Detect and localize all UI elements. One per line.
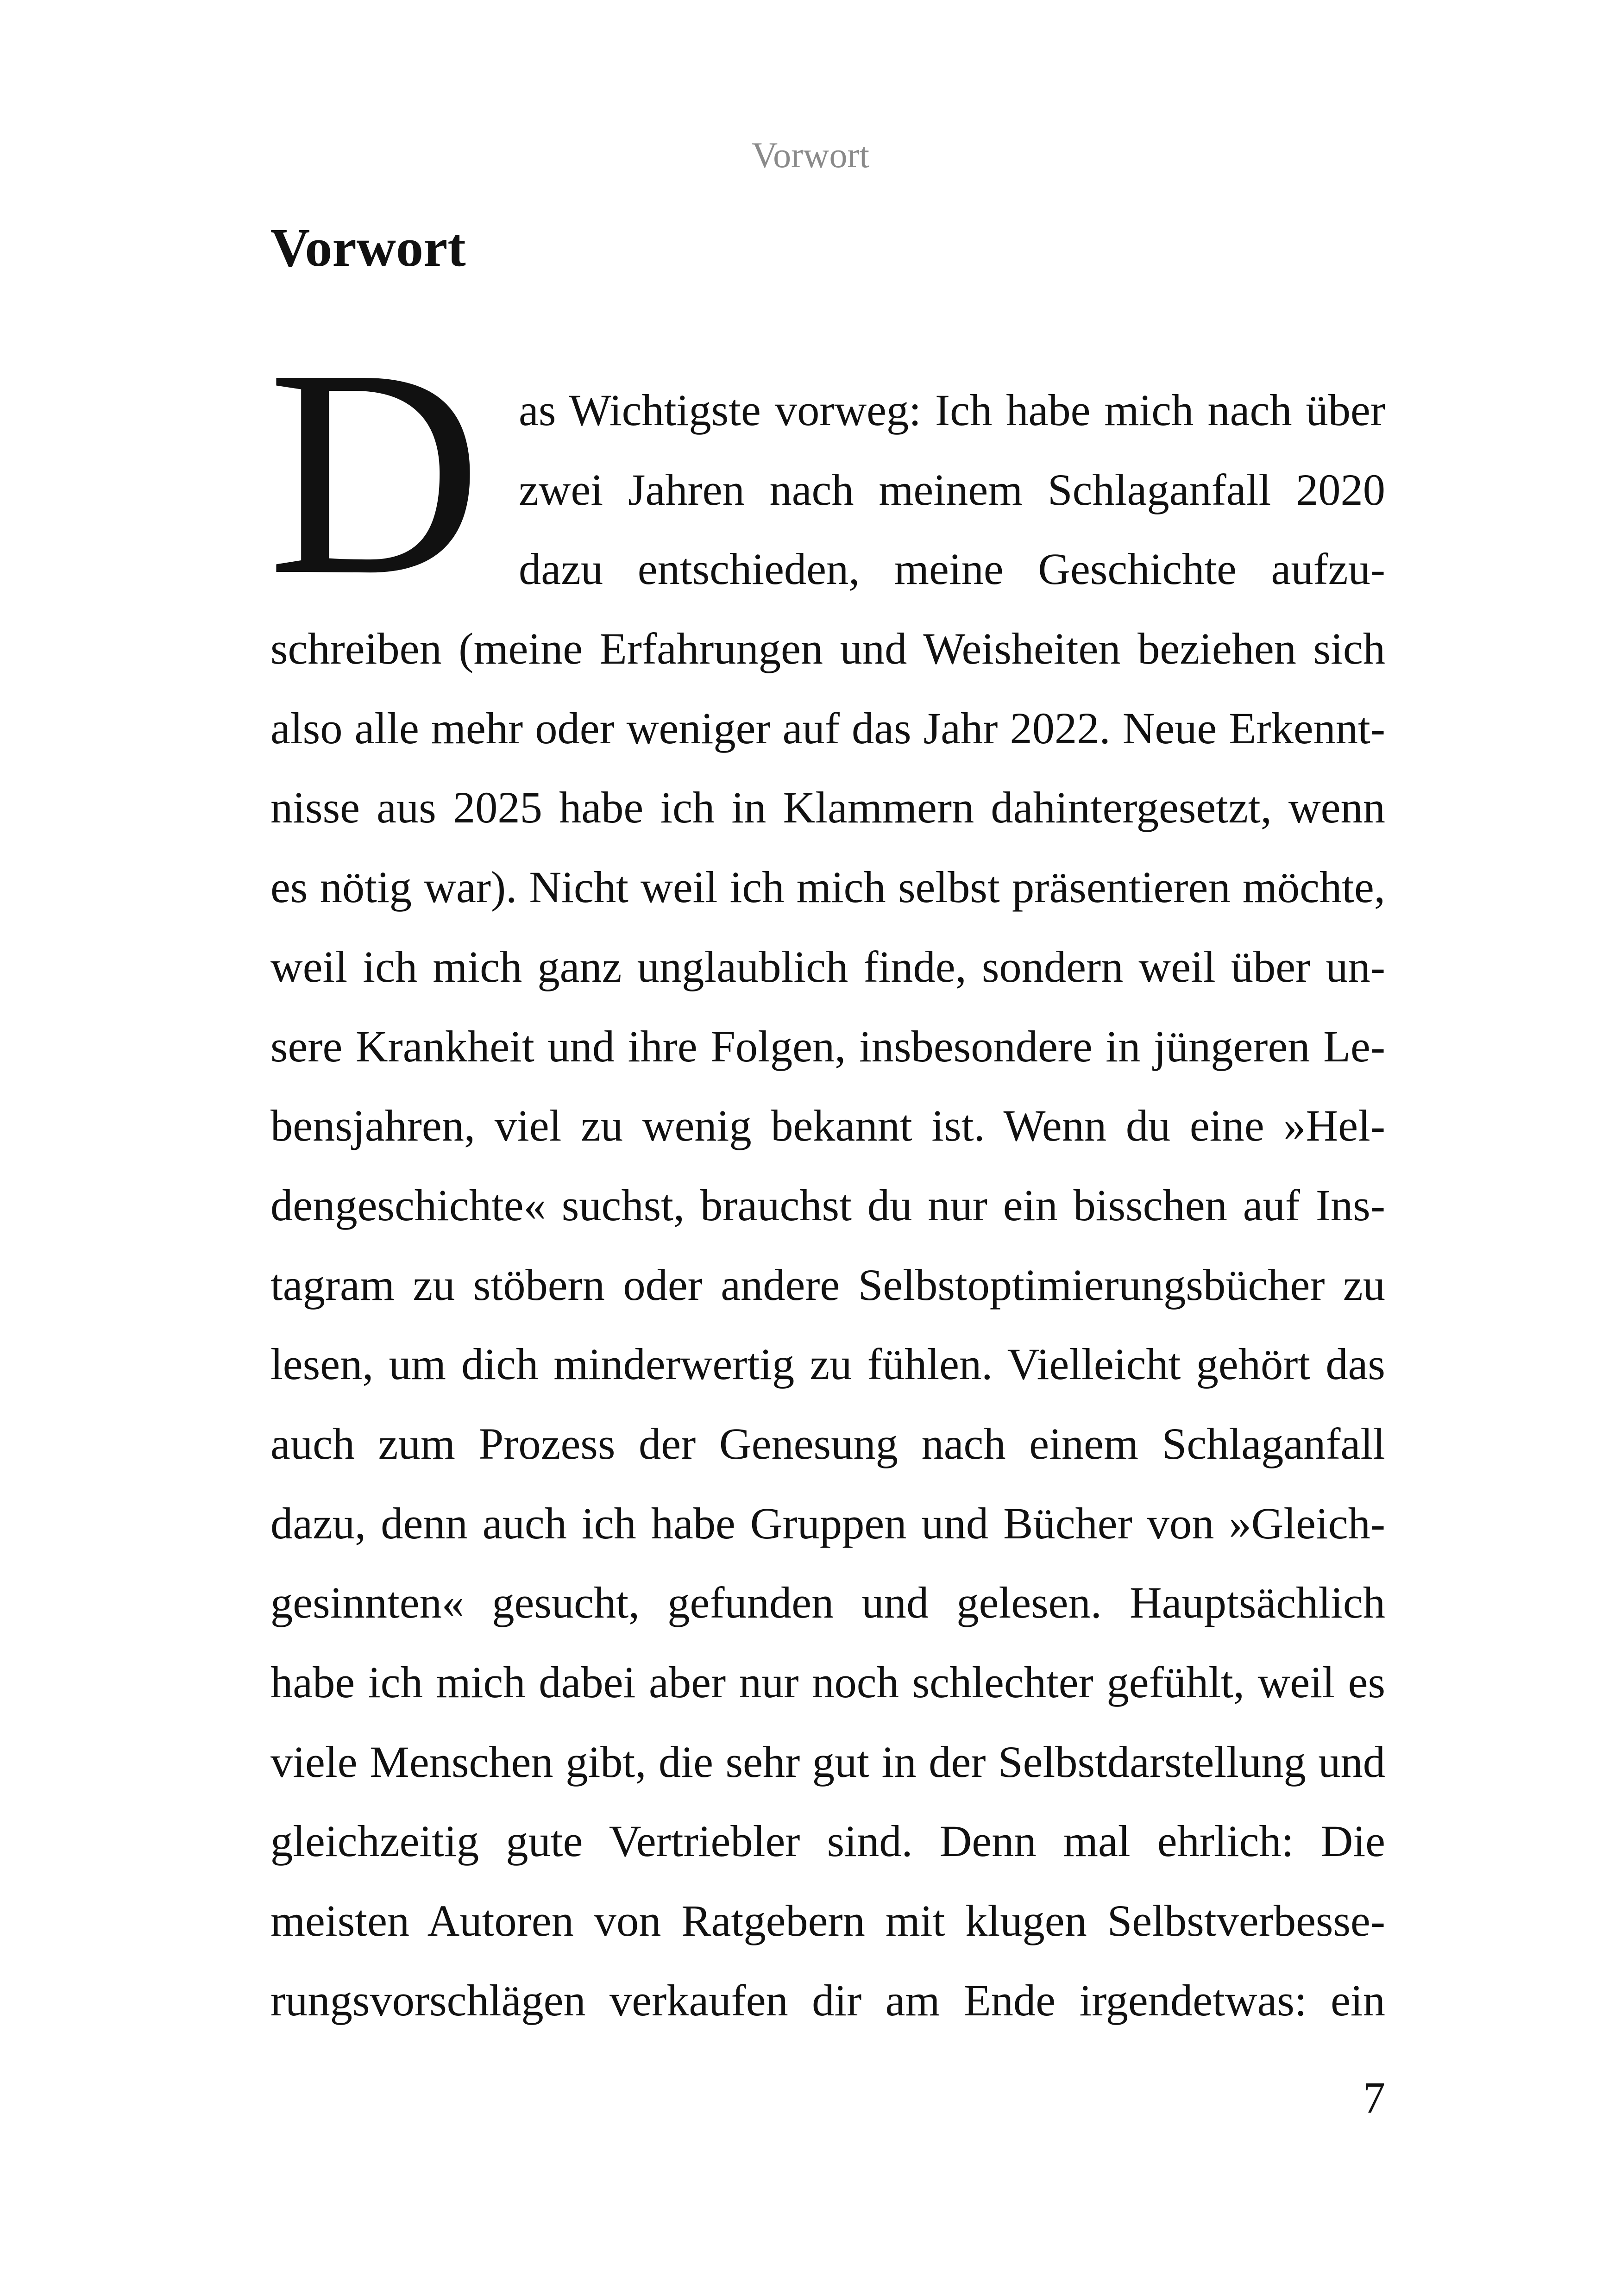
text-line: gesinnten« gesucht, gefunden und gelesen. Hauptsächlich	[270, 1578, 1385, 1628]
text-line: as Wichtigste vorweg: Ich habe mich nach über	[519, 385, 1385, 435]
text-line: dazu, denn auch ich habe Gruppen und Bücher von »Gleich-	[270, 1498, 1385, 1548]
text-line: rungsvorschlägen verkaufen dir am Ende irgendetwas: ein	[270, 1975, 1385, 2025]
text-line: bensjahren, viel zu wenig bekannt ist. Wenn du eine »Hel-	[270, 1101, 1385, 1151]
page-number: 7	[1363, 2073, 1385, 2122]
body-paragraph	[270, 370, 1385, 2040]
text-line: gleichzeitig gute Vertriebler sind. Denn mal ehrlich: Die	[270, 1816, 1385, 1866]
text-line: dazu entschieden, meine Geschichte aufzu-	[519, 544, 1385, 594]
text-line: viele Menschen gibt, die sehr gut in der Selbstdarstellung und	[270, 1737, 1385, 1787]
text-line: tagram zu stöbern oder andere Selbstoptimierungsbücher zu	[270, 1260, 1385, 1310]
text-line: weil ich mich ganz unglaublich finde, sondern weil über un-	[270, 941, 1385, 991]
text-line: zwei Jahren nach meinem Schlaganfall 2020	[519, 464, 1385, 514]
text-line: es nötig war). Nicht weil ich mich selbst präsentieren möchte,	[270, 862, 1385, 912]
chapter-title: Vorwort	[270, 217, 466, 278]
text-line: auch zum Prozess der Genesung nach einem Schlaganfall	[270, 1418, 1385, 1468]
running-header: Vorwort	[751, 135, 870, 175]
text-line: schreiben (meine Erfahrungen und Weisheiten beziehen sich	[270, 624, 1385, 674]
text-line: also alle mehr oder weniger auf das Jahr 2022. Neue Erkennt-	[270, 703, 1385, 753]
text-line: nisse aus 2025 habe ich in Klammern dahintergesetzt, wenn	[270, 783, 1385, 833]
drop-cap: D	[268, 308, 482, 636]
text-line: lesen, um dich minderwertig zu fühlen. Vielleicht gehört das	[270, 1339, 1385, 1389]
text-line: meisten Autoren von Ratgebern mit klugen Selbstverbesse-	[270, 1896, 1385, 1946]
text-line: habe ich mich dabei aber nur noch schlechter gefühlt, weil es	[270, 1657, 1385, 1707]
text-line: sere Krankheit und ihre Folgen, insbesondere in jüngeren Le-	[270, 1021, 1385, 1071]
text-line: dengeschichte« suchst, brauchst du nur ein bisschen auf Ins-	[270, 1180, 1385, 1230]
